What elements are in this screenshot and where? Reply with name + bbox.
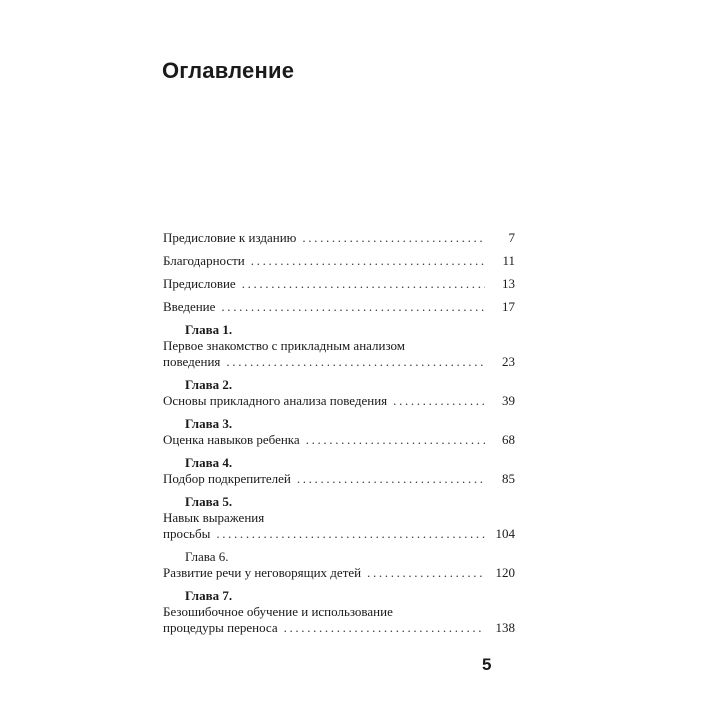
chapter-heading: Глава 5.: [185, 494, 233, 509]
toc-entry-title: процедуры переноса: [163, 620, 278, 635]
toc-entry-title: Благодарности: [163, 253, 245, 268]
toc-entry-title: Развитие речи у неговорящих детей: [163, 565, 362, 580]
page-number: 5: [482, 655, 492, 674]
toc-entry-title-line: Безошибочное обучение и использование: [163, 604, 393, 619]
toc-page-number: 68: [502, 432, 515, 447]
toc-page-number: 17: [502, 299, 515, 314]
dot-leader: [216, 526, 485, 542]
chapter-heading: Глава 4.: [185, 455, 233, 470]
toc-page-number: 120: [495, 565, 515, 580]
toc-entry-chapter-3: [163, 416, 515, 448]
chapter-heading: Глава 1.: [185, 322, 233, 337]
toc-entry-introduction: [163, 299, 515, 315]
toc-page-number: 85: [502, 471, 515, 486]
toc-entry-title: Оценка навыков ребенка: [163, 432, 300, 447]
toc-entry-title: Предисловие: [163, 276, 236, 291]
toc-entry-line: [163, 253, 515, 269]
dot-leader: [221, 299, 485, 315]
chapter-heading: Глава 3.: [185, 416, 233, 431]
toc-entry-title: Основы прикладного анализа поведения: [163, 393, 388, 408]
toc-entry-title: Предисловие к изданию: [163, 230, 297, 245]
toc-entry-title: поведения: [163, 354, 221, 369]
toc-entry-line: [163, 276, 515, 292]
toc-entry-acknowledgements: [163, 253, 515, 269]
toc-page-number: 7: [508, 230, 515, 245]
dot-leader: [251, 253, 485, 269]
toc-entry-chapter-2: [163, 377, 515, 409]
dot-leader: [393, 393, 485, 409]
toc-entry-line: [163, 432, 515, 448]
toc-page-number: 138: [495, 620, 515, 635]
toc-entry-title-line: Навык выражения: [163, 510, 265, 525]
toc-entry-title: Введение: [163, 299, 216, 314]
dot-leader: [302, 230, 485, 246]
toc-entry-chapter-4: [163, 455, 515, 487]
toc-page-number: 104: [495, 526, 515, 541]
toc-entry-line: [163, 471, 515, 487]
dot-leader: [242, 276, 485, 292]
chapter-heading: Глава 6.: [185, 549, 229, 564]
toc-entry-line: [163, 230, 515, 246]
toc-entry-line: [163, 354, 515, 370]
toc-entry-chapter-6: [163, 549, 515, 581]
toc-entry-chapter-5: [163, 494, 515, 542]
toc-page-number: 23: [502, 354, 515, 369]
toc-entry-title: Подбор подкрепителей: [163, 471, 291, 486]
toc-entry-chapter-7: [163, 588, 515, 636]
page-title: Оглавление: [162, 58, 295, 83]
dot-leader: [367, 565, 485, 581]
dot-leader: [306, 432, 485, 448]
toc-entry-line: [163, 620, 515, 636]
dot-leader: [297, 471, 485, 487]
toc-entry-chapter-1: [163, 322, 515, 370]
toc-entry-line: [163, 526, 515, 542]
toc-page-number: 13: [502, 276, 515, 291]
toc-entry-preface-edition: [163, 230, 515, 246]
toc-page-number: 11: [502, 253, 515, 268]
toc-entry-title: просьбы: [163, 526, 211, 541]
chapter-heading: Глава 2.: [185, 377, 233, 392]
toc-entry-title-line: Первое знакомство с прикладным анализом: [163, 338, 406, 353]
toc-entry-line: [163, 299, 515, 315]
chapter-heading: Глава 7.: [185, 588, 233, 603]
toc-entry-line: [163, 565, 515, 581]
toc-entry-preface: [163, 276, 515, 292]
dot-leader: [226, 354, 485, 370]
toc-entry-line: [163, 393, 515, 409]
dot-leader: [284, 620, 485, 636]
table-of-contents: [163, 230, 515, 643]
toc-page-number: 39: [502, 393, 515, 408]
